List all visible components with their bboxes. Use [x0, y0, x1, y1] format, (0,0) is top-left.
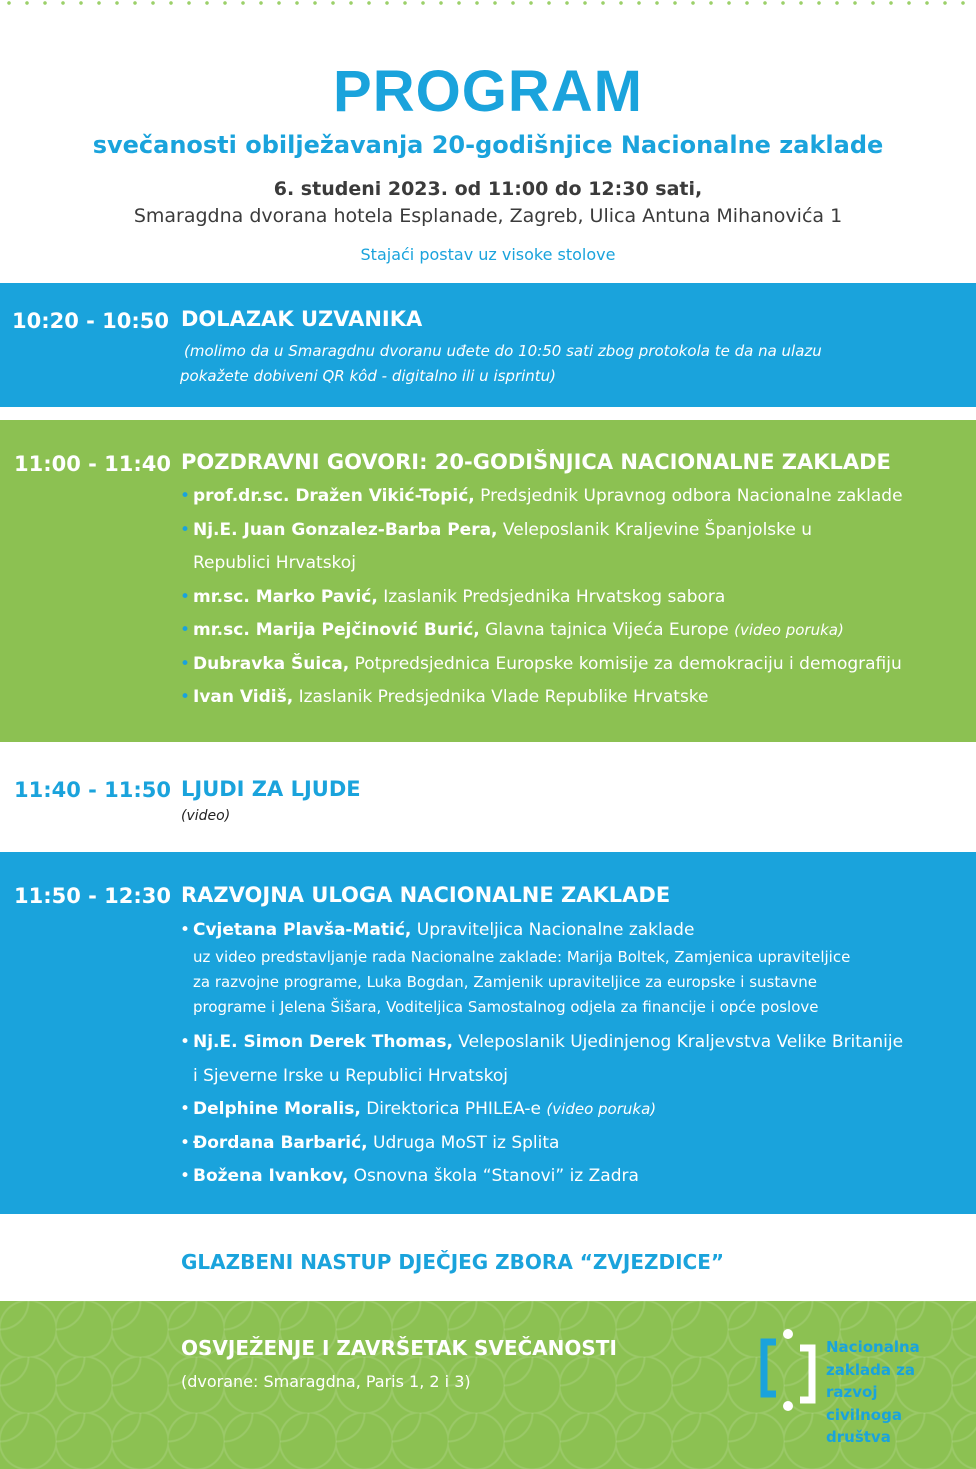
list-item [180, 681, 950, 715]
list-item [180, 614, 950, 648]
event-date: 6. studeni 2023. od 11:00 do 12:30 sati, [273, 178, 703, 200]
list-item [180, 915, 950, 1026]
speaker-role: Udruga MoST iz Splita [367, 1132, 560, 1153]
list-item [180, 648, 950, 682]
logo-line: razvoj [826, 1383, 878, 1401]
logo-line: Nacionalna [826, 1338, 920, 1356]
list-item [180, 1160, 950, 1194]
subnote-line: za razvojne programe, Luka Bogdan, Zamjenik upraviteljice za europske i sustavne [193, 973, 818, 991]
speaker-role: Osnovna škola “Stanovi” iz Zadra [348, 1166, 639, 1186]
session-time: 11:00 - 11:40 [14, 452, 172, 476]
session-time: 11:40 - 11:50 [14, 778, 172, 802]
session-development-role [0, 852, 976, 1214]
speaker-name: prof.dr.sc. Dražen Vikić-Topić, [193, 486, 475, 506]
speaker-role: Republici Hrvatskoj [193, 553, 356, 573]
speaker-name: mr.sc. Marija Pejčinović Burić, [193, 620, 480, 640]
session-arrival [0, 283, 976, 407]
speaker-name: Delphine Moralis, [193, 1099, 361, 1119]
session-note-line: (molimo da u Smaragdnu dvoranu uđete do 10:50 sati zbog protokola te da na ulazu [184, 342, 822, 360]
speaker-role: Veleposlanik Kraljevine Španjolske u [497, 519, 813, 540]
session-time: 10:20 - 10:50 [12, 309, 170, 333]
speaker-name: Dubravka Šuica, [193, 653, 350, 674]
top-decorative-dots [0, 0, 976, 6]
list-item [180, 514, 950, 581]
speaker-extra: (video poruka) [546, 1100, 657, 1118]
foundation-logo-text [826, 1336, 956, 1449]
session-time: 11:50 - 12:30 [14, 884, 172, 908]
speaker-role: Veleposlanik Ujedinjenog Kraljevstva Velike Britanije [452, 1032, 904, 1052]
speaker-role: Predsjednik Upravnog odbora Nacionalne zaklade [474, 486, 903, 506]
list-item [180, 1127, 950, 1161]
session-title: LJUDI ZA LJUDE [181, 777, 361, 801]
foundation-logo-icon [760, 1328, 820, 1412]
speaker-list [180, 480, 950, 715]
speaker-list [180, 915, 950, 1194]
subnote-line: programe i Jelena Šišara, Voditeljica Samostalnog odjela za financije i opće poslove [193, 998, 819, 1016]
session-note: (video) [181, 808, 231, 824]
list-item [180, 480, 950, 514]
speaker-role: Potpredsjednica Europske komisije za demokraciju i demografiju [349, 653, 902, 674]
logo-line: zaklada za [826, 1360, 916, 1379]
program-subtitle: svečanosti obilježavanja 20-godišnjice Nacionalne zaklade [92, 131, 884, 159]
speaker-subnote [193, 945, 950, 1026]
logo-line: društva [826, 1428, 891, 1446]
list-item [180, 581, 950, 615]
session-title: POZDRAVNI GOVORI: 20-GODIŠNJICA NACIONALNE ZAKLADE [181, 450, 891, 474]
session-welcome-speeches [0, 420, 976, 742]
music-performance-title: GLAZBENI NASTUP DJEČJEG ZBORA “ZVJEZDICE” [181, 1250, 725, 1274]
closing-title: OSVJEŽENJE I ZAVRŠETAK SVEČANOSTI [181, 1336, 617, 1360]
closing-note: (dvorane: Smaragdna, Paris 1, 2 i 3) [181, 1372, 471, 1391]
session-note [180, 339, 822, 389]
speaker-role: i Sjeverne Irske u Republici Hrvatskoj [193, 1065, 509, 1086]
program-title: PROGRAM [333, 59, 643, 124]
list-item [180, 1093, 950, 1127]
speaker-name: Nj.E. Simon Derek Thomas, [193, 1032, 453, 1052]
speaker-role: Direktorica PHILEA-e [360, 1099, 547, 1119]
speaker-role: Upraviteljica Nacionalne zaklade [411, 920, 695, 940]
speaker-name: mr.sc. Marko Pavić, [193, 586, 378, 607]
speaker-role: Izaslanik Predsjednika Hrvatskog sabora [377, 586, 726, 607]
speaker-role: Izaslanik Predsjednika Vlade Republike Hrvatske [293, 687, 709, 707]
speaker-name: Cvjetana Plavša-Matić, [193, 920, 412, 940]
session-title: DOLAZAK UZVANIKA [181, 307, 423, 331]
speaker-name: Đordana Barbarić, [193, 1132, 368, 1153]
speaker-name: Božena Ivankov, [193, 1166, 349, 1186]
list-item [180, 1026, 950, 1093]
subnote-line: uz video predstavljanje rada Nacionalne zaklade: Marija Boltek, Zamjenica upraviteljice [193, 948, 851, 966]
session-title: RAZVOJNA ULOGA NACIONALNE ZAKLADE [181, 883, 671, 907]
speaker-role: Glavna tajnica Vijeća Europe [479, 620, 735, 640]
logo-line: civilnoga [826, 1405, 902, 1424]
speaker-extra: (video poruka) [734, 621, 844, 639]
session-note-line: pokažete dobiveni QR kôd - digitalno ili u isprintu) [180, 367, 557, 385]
speaker-name: Ivan Vidiš, [193, 687, 294, 707]
speaker-name: Nj.E. Juan Gonzalez-Barba Pera, [193, 519, 498, 540]
event-venue: Smaragdna dvorana hotela Esplanade, Zagreb, Ulica Antuna Mihanovića 1 [133, 205, 843, 227]
standing-note: Stajaći postav uz visoke stolove [360, 245, 616, 264]
